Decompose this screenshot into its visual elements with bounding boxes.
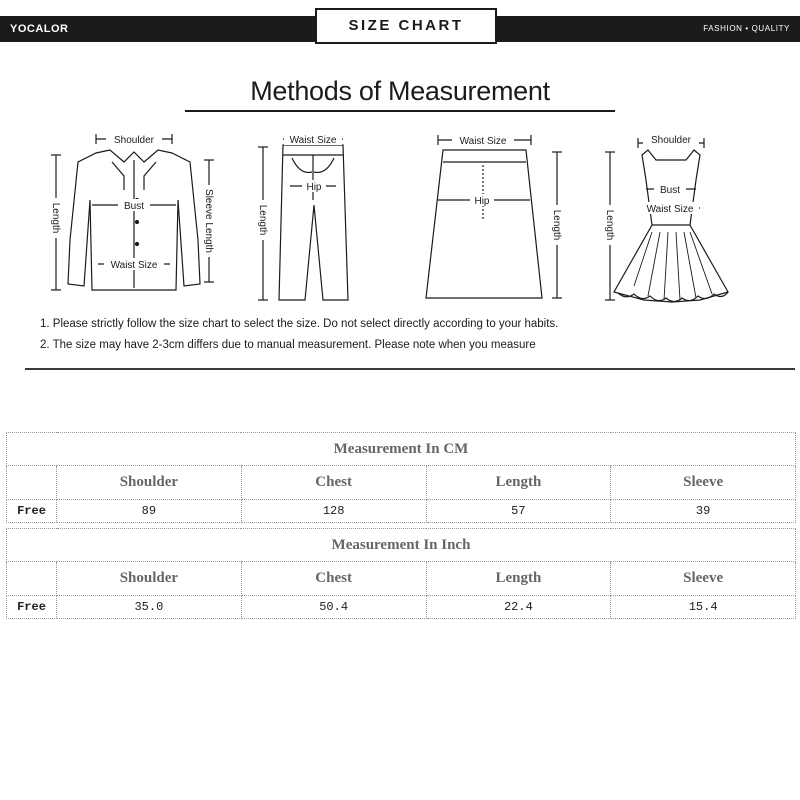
value-chest: 50.4 bbox=[241, 596, 426, 619]
header-shoulder: Shoulder bbox=[57, 562, 242, 596]
dress-length-label: Length bbox=[604, 209, 615, 241]
methods-bottom-divider bbox=[25, 368, 795, 370]
note-1: 1. Please strictly follow the size chart to select the size. Do not select directly according to your habits. bbox=[40, 318, 559, 330]
header-chest: Chest bbox=[241, 466, 426, 500]
pants-figure bbox=[258, 139, 348, 300]
dress-shoulder-label: Shoulder bbox=[650, 135, 692, 146]
header-length: Length bbox=[426, 466, 611, 500]
dress-bust-label: Bust bbox=[659, 185, 681, 196]
shirt-bust-label: Bust bbox=[123, 201, 145, 212]
shirt-shoulder-label: Shoulder bbox=[113, 135, 155, 146]
skirt-waist-label: Waist Size bbox=[459, 136, 507, 147]
dress-figure bbox=[605, 138, 728, 302]
brand-logo: YOCALOR bbox=[10, 23, 69, 35]
table-caption-inch: Measurement In Inch bbox=[7, 529, 796, 562]
value-shoulder: 35.0 bbox=[57, 596, 242, 619]
value-shoulder: 89 bbox=[57, 500, 242, 523]
table-header-row bbox=[7, 466, 796, 500]
shirt-length-label: Length bbox=[50, 202, 61, 234]
table-row bbox=[7, 596, 796, 619]
skirt-hip-label: Hip bbox=[474, 196, 490, 207]
header-shoulder: Shoulder bbox=[57, 466, 242, 500]
pants-hip-label: Hip bbox=[306, 182, 322, 193]
value-length: 57 bbox=[426, 500, 611, 523]
header-empty-cell bbox=[7, 466, 57, 500]
header-sleeve: Sleeve bbox=[611, 466, 796, 500]
header-chest: Chest bbox=[241, 562, 426, 596]
size-label: Free bbox=[7, 500, 57, 523]
page-title: SIZE CHART bbox=[315, 8, 497, 44]
value-chest: 128 bbox=[241, 500, 426, 523]
tagline: FASHION • QUALITY bbox=[703, 24, 790, 33]
methods-title: Methods of Measurement bbox=[250, 76, 550, 106]
table-header-row bbox=[7, 562, 796, 596]
table-row bbox=[7, 500, 796, 523]
skirt-length-label: Length bbox=[551, 209, 562, 241]
header-length: Length bbox=[426, 562, 611, 596]
value-sleeve: 39 bbox=[611, 500, 796, 523]
table-caption-cm: Measurement In CM bbox=[7, 433, 796, 466]
size-label: Free bbox=[7, 596, 57, 619]
pants-length-label: Length bbox=[257, 204, 268, 236]
measurement-figures bbox=[0, 120, 800, 320]
value-sleeve: 15.4 bbox=[611, 596, 796, 619]
note-2: 2. The size may have 2-3cm differs due to manual measurement. Please note when you measure bbox=[40, 339, 536, 351]
size-table-inch bbox=[6, 528, 796, 619]
skirt-figure bbox=[426, 135, 562, 298]
header-empty-cell bbox=[7, 562, 57, 596]
header-sleeve: Sleeve bbox=[611, 562, 796, 596]
shirt-waist-label: Waist Size bbox=[110, 260, 158, 271]
value-length: 22.4 bbox=[426, 596, 611, 619]
dress-waist-label: Waist Size bbox=[646, 204, 694, 215]
methods-divider bbox=[185, 110, 615, 112]
shirt-sleeve-label: Sleeve Length bbox=[203, 189, 214, 253]
size-table-cm bbox=[6, 432, 796, 523]
pants-waist-label: Waist Size bbox=[289, 135, 337, 146]
